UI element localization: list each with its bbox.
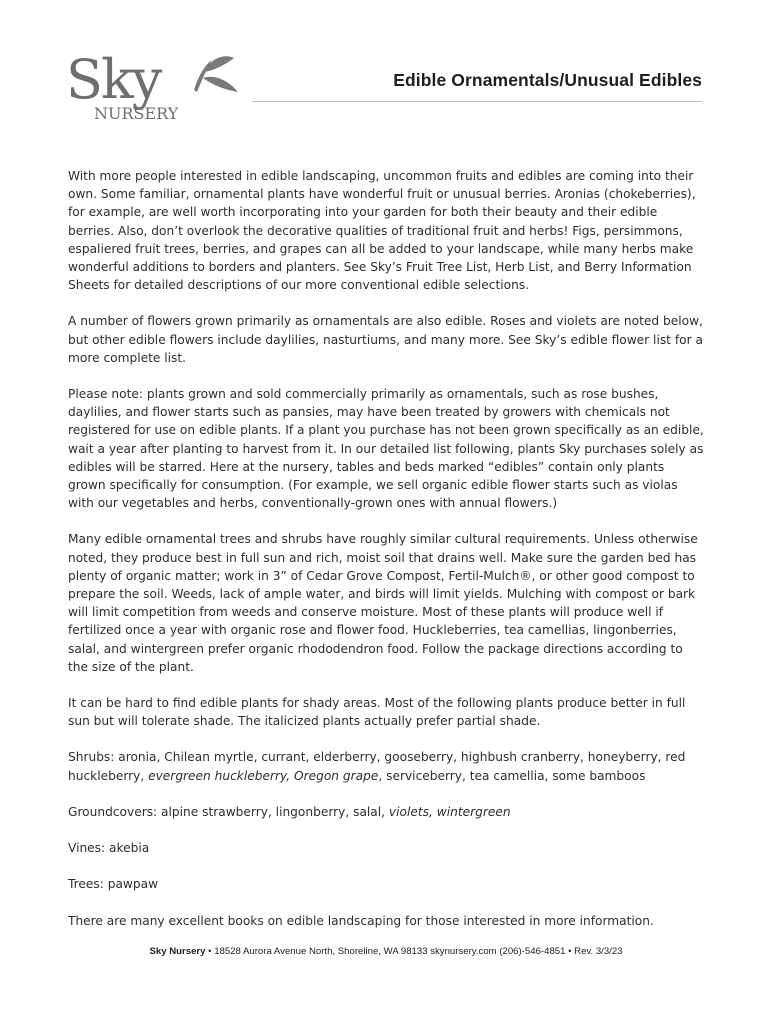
intro-paragraph: With more people interested in edible landscaping, uncommon fruits and edibles are coming into their own. Some familiar, ornamental plants have wonderful fruit or unusual berries. Aronias (chokeberries), for example, are well worth incorporating into your garden for both their beauty and their edible berries. Also, don’t overlook the decorative qualities of traditional fruit and herbs! Figs, persimmons, espaliered fruit trees, berries, and grapes can all be added to your landscape, while many herbs make wonderful additions to borders and planters. See Sky’s Fruit Tree List, Herb List, and Berry Information Sheets for detailed descriptions of our more conventional edible selections. <box>68 169 696 293</box>
sky-nursery-logo <box>66 46 246 126</box>
shrubs-list <box>68 748 704 784</box>
groundcovers-list <box>68 803 704 821</box>
closing-paragraph: There are many excellent books on edible landscaping for those interested in more information. <box>68 913 654 928</box>
groundcovers-italic: violets, wintergreen <box>388 804 511 819</box>
edible-flowers-paragraph: A number of flowers grown primarily as ornamentals are also edible. Roses and violets are noted below, but other edible flowers include daylilies, nasturtiums, and many more. See Sky’s edible flower list for a more complete list. <box>68 314 703 365</box>
title-divider <box>252 101 702 102</box>
shrubs-tail: , serviceberry, tea camellia, some bamboos <box>378 768 646 783</box>
please-note-paragraph: Please note: plants grown and sold commercially primarily as ornamentals, such as rose bushes, daylilies, and flower starts such as pansies, may have been treated by growers with chemicals not registered for use on edible plants. If a plant you purchase has not been grown specifically as an edible, wait a year after planting to harvest from it. In our detailed list following, plants Sky purchases solely as edibles will be starred. Here at the nursery, tables and beds marked “edibles” contain only plants grown specifically for consumption. (For example, we sell organic edible flower starts such as violas with our vegetables and herbs, conventionally-grown ones with annual flowers.) <box>68 387 704 511</box>
document-body <box>68 167 704 948</box>
footer-name: Sky Nursery <box>149 946 206 957</box>
shrubs-lead: Shrubs: aronia, Chilean myrtle, currant, elderberry, gooseberry, highbush cranberry, honeyberry, red huckleberry, <box>68 750 686 783</box>
logo-word-nursery: NURSERY <box>94 104 179 123</box>
cultural-requirements-paragraph: Many edible ornamental trees and shrubs have roughly similar cultural requirements. Unless otherwise noted, they produce best in full sun and rich, moist soil that drains well. Make sure the garden bed has plenty of organic matter; work in 3” of Cedar Grove Compost, Fertil-Mulch®, or other good compost to prepare the soil. Weeds, lack of ample water, and birds will limit yields. Mulching with compost or bark will limit competition from weeds and conserve moisture. Most of these plants will produce well if fertilized once a year with organic rose and flower food. Huckleberries, tea camellias, lingonberries, salal, and wintergreen prefer organic rhododendron food. Follow the package directions according to the size of the plant. <box>68 532 698 674</box>
shade-paragraph: It can be hard to find edible plants for shady areas. Most of the following plants produce better in full sun but will tolerate shade. The italicized plants actually prefer partial shade. <box>68 696 686 729</box>
leaf-icon <box>194 56 238 92</box>
shrubs-italic: evergreen huckleberry, Oregon grape <box>148 768 379 783</box>
vines-list: Vines: akebia <box>68 841 150 856</box>
groundcovers-lead: Groundcovers: alpine strawberry, lingonberry, salal, <box>68 804 389 819</box>
logo-word-sky: Sky <box>66 48 161 111</box>
page-title: Edible Ornamentals/Unusual Edibles <box>393 70 702 90</box>
footer <box>68 946 704 957</box>
footer-details: • 18528 Aurora Avenue North, Shoreline, WA 98133 skynursery.com (206)-546-4851 • Rev. 3/3/23 <box>205 946 623 957</box>
trees-list: Trees: pawpaw <box>68 877 159 892</box>
